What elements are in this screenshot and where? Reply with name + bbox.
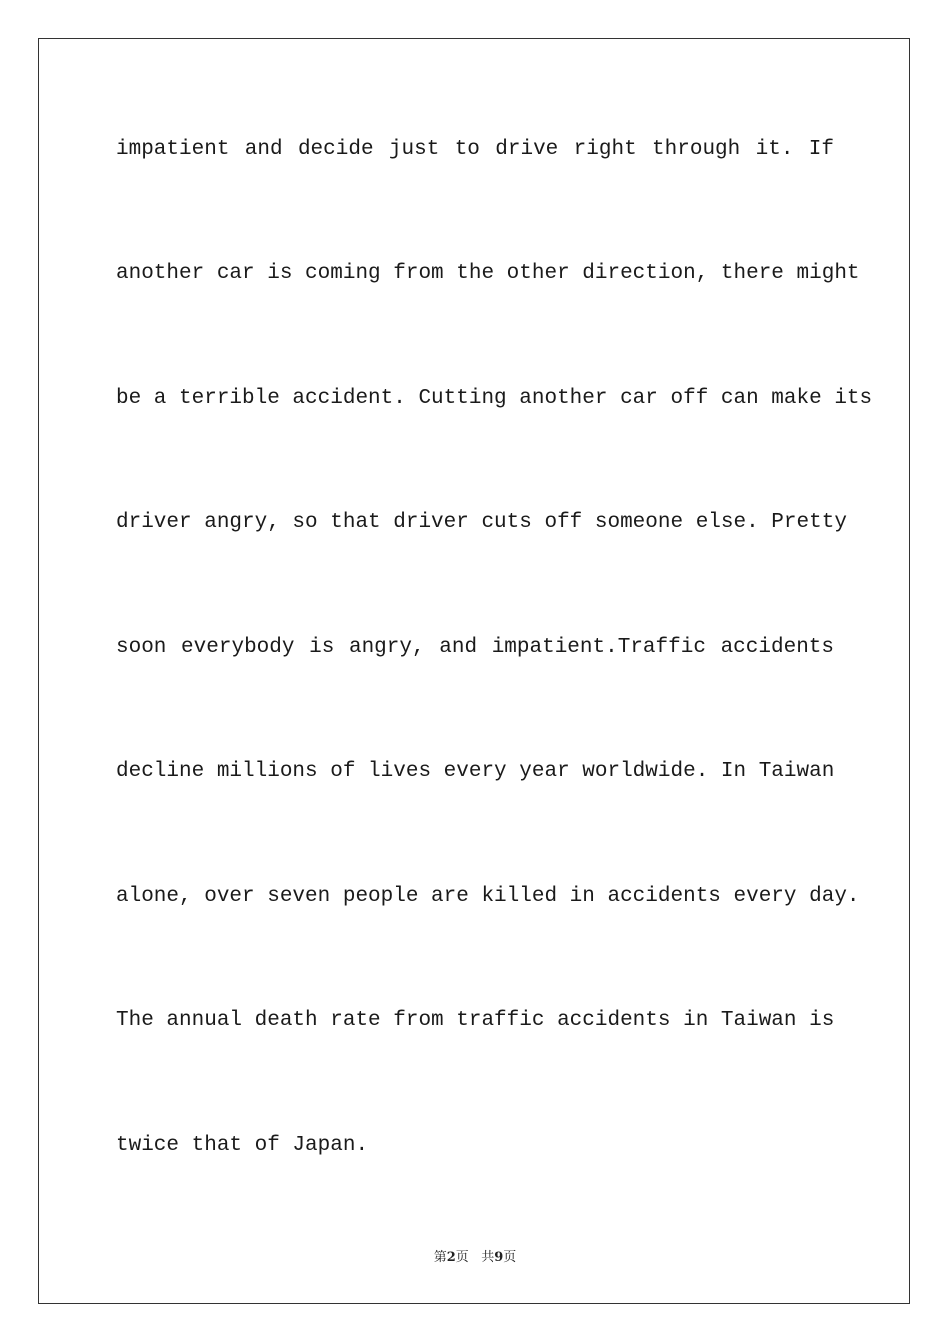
footer-page-suffix: 页 [455,1250,469,1265]
page-footer [0,1246,950,1265]
body-line-5: soon everybody is angry, and impatient.Traffic accidents [116,636,834,659]
footer-total-prefix: 共 [481,1250,495,1265]
footer-page-number: 2 [446,1250,456,1265]
body-line-7: alone, over seven people are killed in accidents every day. [116,885,860,908]
body-line-6: decline millions of lives every year worldwide. In Taiwan [116,760,835,783]
body-line-3: be a terrible accident. Cutting another car off can make its [116,387,873,410]
body-line-2: another car is coming from the other direction, there might [116,262,860,285]
body-line-4: driver angry, so that driver cuts off someone else. Pretty [116,511,847,534]
footer-total-pages: 9 [494,1250,504,1265]
body-line-8: The annual death rate from traffic accidents in Taiwan is [116,1009,835,1032]
footer-page-prefix: 第 [433,1250,447,1265]
body-line-1: impatient and decide just to drive right through it. If [116,138,834,161]
footer-total-suffix: 页 [503,1250,517,1265]
page-border [38,38,910,1304]
body-line-9: twice that of Japan. [116,1134,369,1157]
